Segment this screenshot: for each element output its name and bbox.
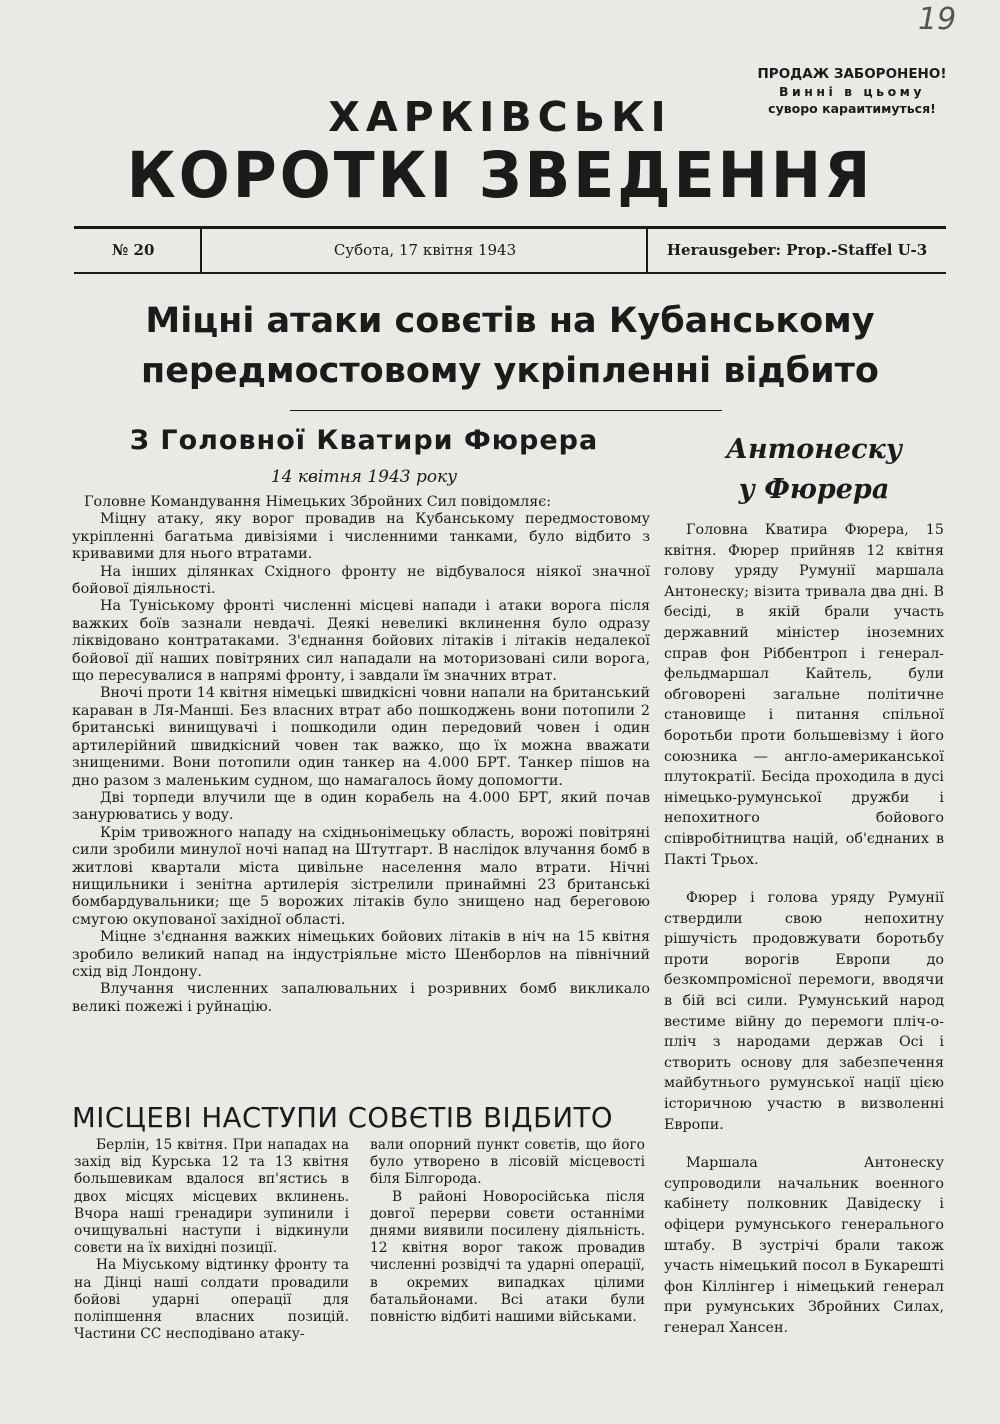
local-offensives-title: МІСЦЕВІ НАСТУПИ СОВЄТІВ ВІДБИТО [72, 1102, 613, 1134]
headline-line-1: Міцні атаки совєтів на Кубанському [145, 301, 875, 341]
masthead-line-1: ХАРКІВСЬКІ [328, 93, 672, 141]
antonescu-body [664, 520, 944, 1357]
headline-separator [290, 410, 722, 411]
hq-report-body [72, 494, 650, 1016]
issue-number: № 20 [112, 241, 155, 259]
article-paragraph: Головна Кватира Фюрера, 15 квітня. Фюрер прийняв 12 квітня голову уряду Румунії маршала Антонеску; візита тривала два дні. В бесіді, в якій брали участь державний міністер іноземних справ фон Ріббентроп і генерал-фельдмаршал Кайтель, були обговорені загальне політичне становище і питання спільної боротьби проти большевізму і його союзника — англо-американської плутократії. Бесіда проходила в дусі німецько-румунської дружби і непохитного бойового співробітництва націй, об'єднаних в Пакті Трьох. [664, 522, 944, 868]
article-paragraph: Головне Командування Німецьких Збройних Сил повідомляє: [84, 494, 552, 510]
article-paragraph: Дві торпеди влучили ще в один корабель на 4.000 БРТ, який почав занурюватись у воду. [72, 789, 650, 824]
article-paragraph: Міцну атаку, яку ворог провадив на Кубанському передмостовому укріпленні багатьма дивізіями і численними танками, було відбито з кривавими для нього втратами. [72, 511, 650, 563]
article-paragraph: Фюрер і голова уряду Румунії ствердили свою непохитну рішучість продовжувати боротьбу проти ворогів Европи до безкомпромісної перемоги, вводячи в бій всі сили. Румунський народ вестиме війну до перемоги пліч-о-пліч з народами держав Осі і створить основу для забезпечення майбутнього румунської нації цією історичною участю в визволенні Европи. [664, 890, 944, 1133]
hq-report-title: З Головної Кватири Фюрера [129, 425, 599, 456]
masthead-line-2: КОРОТКІ ЗВЕДЕННЯ [126, 139, 874, 213]
article-paragraph: На Туніському фронті численні місцеві напади і атаки ворога після важких боїв зазнали невдачі. Деякі невеликі вклинення було одразу ліквідовано контратаками. З'єднання бойових літаків і літаків недалекої бойової дії наших повітряних сил нападали на моторизовані сили ворога, що пересувалися в напрямі фронту, і завдали їм значних втрат. [72, 598, 650, 685]
article-paragraph: Берлін, 15 квітня. При нападах на захід від Курська 12 та 13 квітня большевикам вдалося вп'ястись в двох місцях місцевих вклинень. Вчора наші гренадири зупинили і очищувальні наступи і відкинули совєти на їх вихідні позиції. [74, 1137, 349, 1257]
page-number-annotation: 19 [918, 2, 957, 37]
headline-line-2: передмостовому укріпленні відбито [141, 351, 879, 391]
article-paragraph: Крім тривожного нападу на східньонімецьку область, ворожі повітряні сили зробили минулої ночі напад на Штутгарт. В наслідок влучання бомб в житлові квартали міста цивільне населення мало втрати. Нічні нищильники і зенітна артилерія зістрелили принаймні 23 британські бомбардувальники; ще 5 ворожих літаків було знищено над береговою смугою окупованої західної області. [72, 824, 650, 928]
article-paragraph: В районі Новоросійська після довгої перерви совєти останніми днями виявили посилену діяльність. 12 квітня ворог також провадив численні розвідчі та ударні операції, в окремих випадках цілими батальйонами. Всі атаки були повністю відбиті нашими військами. [370, 1188, 645, 1326]
article-paragraph: Вночі проти 14 квітня німецькі швидкісні човни напали на британський караван в Ля-Манші. Без власних втрат або пошкоджень вони потопили 2 британські винищувачі і пошкодили один передовий човен і один артилерійний швидкісний човен так важко, що їх можна вважати знищеними. Вони потопили один танкер на 4.000 БРТ. Танкер пішов на дно разом з маленьким судном, що намагалось йому допомогти. [72, 685, 650, 789]
article-paragraph: Влучання численних запалювальних і розривних бомб викликало великі пожежі і руйнацію. [72, 981, 650, 1015]
article-paragraph: Маршала Антонеску супроводили начальник военного кабінету полковник Давідеску і офіцери румунського генерального штабу. В зустрічі брали також участь німецький посол в Букарешті фон Кіллінгер і німецький генерал при румунських Збройних Силах, генерал Хансен. [664, 1155, 944, 1336]
article-paragraph: вали опорний пункт совєтів, що його було утворено в лісовій місцевості біля Білгорода. [370, 1137, 645, 1188]
article-paragraph: Міцне з'єднання важких німецьких бойових літаків в ніч на 15 квітня зробило великий напад на індустріяльне місто Шенборлов на північний схід від Лондону. [72, 929, 650, 980]
issue-date: Субота, 17 квітня 1943 [333, 241, 517, 259]
top-rule [74, 226, 946, 229]
notice-line-2: Винні в цьому [778, 84, 926, 99]
antonescu-title-line-1: Антонеску [726, 434, 902, 465]
notice-line-3: суворо караитимуться! [768, 101, 936, 116]
bottom-rule [74, 272, 946, 274]
hq-report-date: 14 квітня 1943 року [270, 467, 458, 487]
antonescu-title [664, 430, 964, 510]
notice-line-1: ПРОДАЖ ЗАБОРОНЕНО! [757, 66, 947, 82]
antonescu-title-line-2: у Фюрера [738, 474, 890, 505]
article-paragraph: На інших ділянках Східного фронту не відбувалося ніякої значної бойової діяльності. [72, 563, 650, 598]
local-offensives-right-column [370, 1137, 645, 1326]
publisher: Herausgeber: Prop.-Staffel U-3 [666, 241, 928, 259]
local-offensives-left-column [74, 1137, 349, 1343]
main-headline [70, 296, 950, 396]
article-paragraph: На Міуському відтинку фронту та на Дінці наші солдати провадили бойові ударні операції для поліпшення власних позицій. Частини СС несподівано атаку- [74, 1257, 349, 1343]
